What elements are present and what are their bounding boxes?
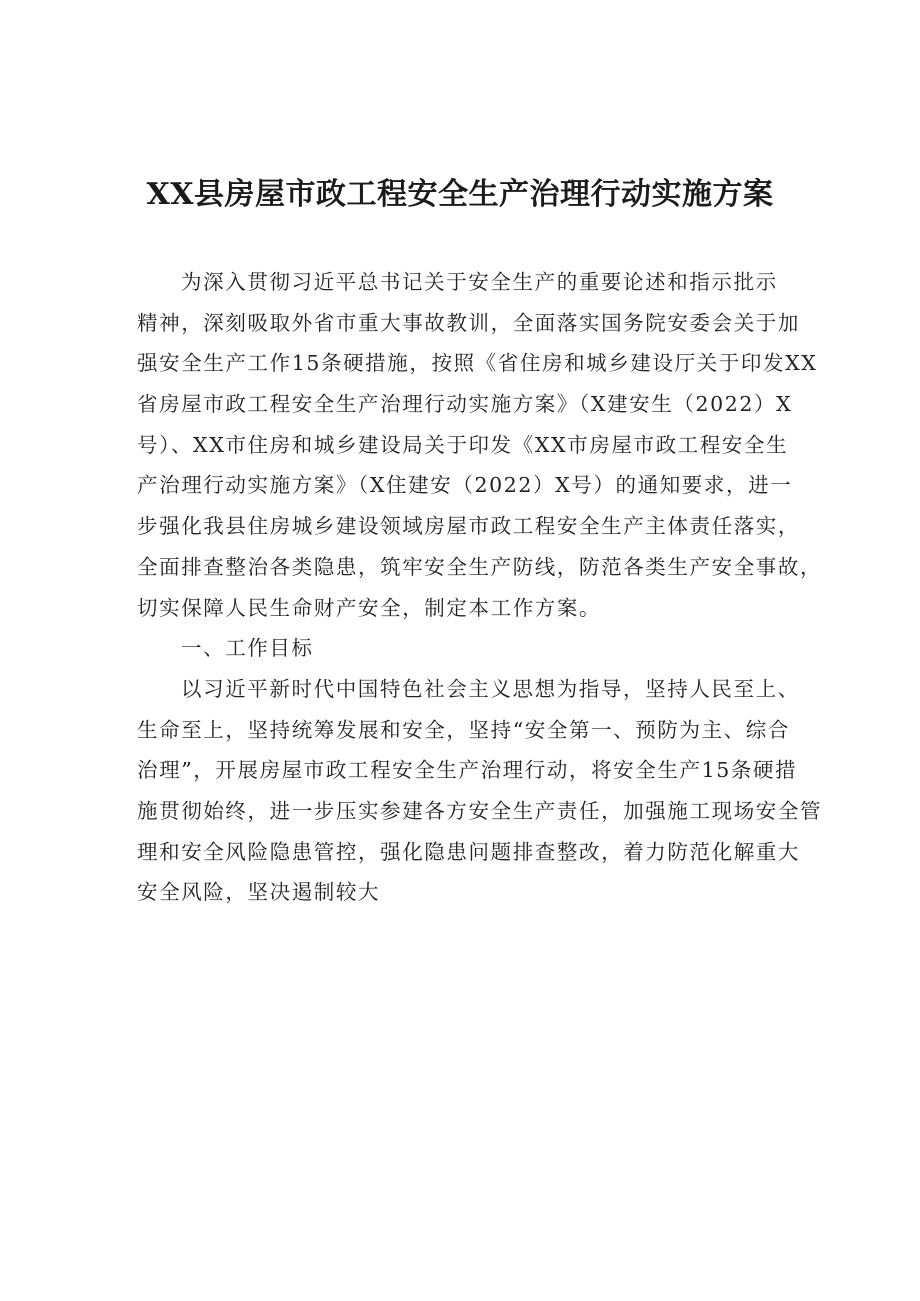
- paragraph-2-line: 安全风险，坚决遏制较大: [137, 880, 381, 905]
- paragraph-1-line: 产治理行动实施方案》（X住建安（2022）X号）的通知要求，进一: [137, 473, 793, 498]
- paragraph-1-line: 步强化我县住房城乡建设领域房屋市政工程安全生产主体责任落实，: [137, 514, 800, 539]
- document-body: [137, 262, 823, 913]
- paragraph-1-line: 切实保障人民生命财产安全，制定本工作方案。: [137, 595, 602, 620]
- paragraph-2-line: 生命至上，坚持统筹发展和安全，坚持“安全第一、预防为主、综合: [137, 717, 790, 742]
- section-heading-work-goals: 一、工作目标: [181, 636, 314, 661]
- paragraph-2-line: 治理”，开展房屋市政工程安全生产治理行动，将安全生产15条硬措: [137, 758, 798, 783]
- paragraph-1-line: 省房屋市政工程安全生产治理行动实施方案》（X建安生（2022）X: [137, 392, 793, 417]
- paragraph-1-line: 全面排查整治各类隐患，筑牢安全生产防线，防范各类生产安全事故，: [137, 554, 823, 579]
- paragraph-1-line: 精神，深刻吸取外省市重大事故教训，全面落实国务院安委会关于加: [137, 310, 800, 335]
- paragraph-1-line: 号）、XX市住房和城乡建设局关于印发《XX市房屋市政工程安全生: [137, 432, 789, 457]
- paragraph-1-line: 强安全生产工作15条硬措施，按照《省住房和城乡建设厅关于印发XX: [137, 351, 818, 376]
- document-title: XX县房屋市政工程安全生产治理行动实施方案: [146, 177, 774, 212]
- paragraph-2-line: 理和安全风险隐患管控，强化隐患问题排查整改，着力防范化解重大: [137, 839, 800, 864]
- paragraph-2-line: 以习近平新时代中国特色社会主义思想为指导，坚持人民至上、: [181, 676, 800, 701]
- paragraph-2-line: 施贯彻始终，进一步压实参建各方安全生产责任，加强施工现场安全管: [137, 798, 823, 823]
- paragraph-1-line: 为深入贯彻习近平总书记关于安全生产的重要论述和指示批示: [181, 270, 778, 294]
